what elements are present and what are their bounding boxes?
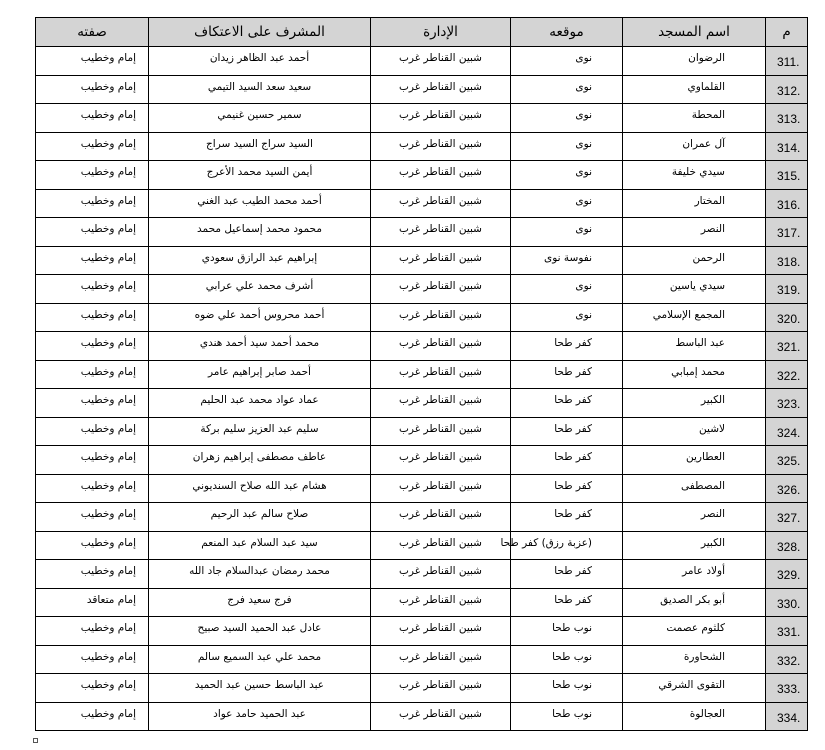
table-row	[36, 218, 808, 247]
cell-role: إمام وخطيب	[36, 645, 149, 674]
cell-role: إمام وخطيب	[36, 389, 149, 418]
cell-mosque-name: سيدي ياسين	[623, 275, 766, 304]
cell-row-number: 330.	[766, 588, 808, 617]
cell-administration: شبين القناطر غرب	[371, 303, 511, 332]
table-row	[36, 104, 808, 133]
cell-administration: شبين القناطر غرب	[371, 218, 511, 247]
header-mosque-name: اسم المسجد	[623, 18, 766, 47]
cell-supervisor: عماد عواد محمد عبد الحليم	[149, 389, 371, 418]
header-role: صفته	[36, 18, 149, 47]
cell-supervisor: إبراهيم عبد الرازق سعودي	[149, 246, 371, 275]
cell-supervisor: هشام عبد الله صلاح السنديوني	[149, 474, 371, 503]
cell-row-number: 317.	[766, 218, 808, 247]
cell-location: نوب طحا	[511, 674, 623, 703]
cell-administration: شبين القناطر غرب	[371, 360, 511, 389]
cell-supervisor: سليم عبد العزيز سليم بركة	[149, 417, 371, 446]
cell-mosque-name: المصطفى	[623, 474, 766, 503]
cell-supervisor: عبد الباسط حسين عبد الحميد	[149, 674, 371, 703]
cell-location: نوى	[511, 275, 623, 304]
cell-supervisor: عاطف مصطفى إبراهيم زهران	[149, 446, 371, 475]
cell-location: كفر طحا	[511, 417, 623, 446]
cell-row-number: 332.	[766, 645, 808, 674]
cell-mosque-name: المجمع الإسلامي	[623, 303, 766, 332]
cell-supervisor: السيد سراج السيد سراج	[149, 132, 371, 161]
cell-location: نوى	[511, 132, 623, 161]
cell-role: إمام وخطيب	[36, 275, 149, 304]
cell-role: إمام وخطيب	[36, 104, 149, 133]
cell-location: نوب طحا	[511, 617, 623, 646]
cell-location: كفر طحا	[511, 474, 623, 503]
cell-mosque-name: الشحاورة	[623, 645, 766, 674]
cell-mosque-name: الرحمن	[623, 246, 766, 275]
cell-role: إمام وخطيب	[36, 617, 149, 646]
cell-mosque-name: لاشين	[623, 417, 766, 446]
header-location: موقعه	[511, 18, 623, 47]
cell-mosque-name: العطارين	[623, 446, 766, 475]
table-body	[36, 47, 808, 731]
cell-location: كفر طحا	[511, 588, 623, 617]
cell-supervisor: عبد الحميد حامد عواد	[149, 702, 371, 731]
cell-administration: شبين القناطر غرب	[371, 75, 511, 104]
cell-row-number: 319.	[766, 275, 808, 304]
cell-administration: شبين القناطر غرب	[371, 189, 511, 218]
cell-mosque-name: الرضوان	[623, 47, 766, 76]
cell-mosque-name: المختار	[623, 189, 766, 218]
cell-administration: شبين القناطر غرب	[371, 617, 511, 646]
cell-supervisor: صلاح سالم عبد الرحيم	[149, 503, 371, 532]
cell-administration: شبين القناطر غرب	[371, 332, 511, 361]
cell-row-number: 321.	[766, 332, 808, 361]
cell-administration: شبين القناطر غرب	[371, 132, 511, 161]
cell-location: كفر طحا	[511, 560, 623, 589]
cell-administration: شبين القناطر غرب	[371, 503, 511, 532]
table-row	[36, 531, 808, 560]
cell-supervisor: أحمد محروس أحمد علي ضوه	[149, 303, 371, 332]
table-row	[36, 645, 808, 674]
cell-supervisor: أحمد محمد الطيب عبد الغني	[149, 189, 371, 218]
cell-role: إمام وخطيب	[36, 702, 149, 731]
table-row	[36, 303, 808, 332]
cell-supervisor: سمير حسين غنيمي	[149, 104, 371, 133]
cell-row-number: 327.	[766, 503, 808, 532]
table-row	[36, 189, 808, 218]
cell-supervisor: محمود محمد إسماعيل محمد	[149, 218, 371, 247]
cell-administration: شبين القناطر غرب	[371, 104, 511, 133]
cell-row-number: 329.	[766, 560, 808, 589]
cell-supervisor: فرج سعيد فرج	[149, 588, 371, 617]
cell-administration: شبين القناطر غرب	[371, 702, 511, 731]
cell-mosque-name: أولاد عامر	[623, 560, 766, 589]
cell-supervisor: محمد علي عبد السميع سالم	[149, 645, 371, 674]
cell-role: إمام وخطيب	[36, 218, 149, 247]
cell-role: إمام وخطيب	[36, 132, 149, 161]
table-row	[36, 588, 808, 617]
cell-supervisor: أحمد عبد الظاهر زيدان	[149, 47, 371, 76]
cell-role: إمام وخطيب	[36, 75, 149, 104]
cell-supervisor: محمد أحمد سيد أحمد هندي	[149, 332, 371, 361]
cell-supervisor: سيد عبد السلام عبد المنعم	[149, 531, 371, 560]
table-row	[36, 503, 808, 532]
cell-administration: شبين القناطر غرب	[371, 389, 511, 418]
cell-row-number: 325.	[766, 446, 808, 475]
mosques-table	[35, 17, 808, 731]
cell-role: إمام وخطيب	[36, 189, 149, 218]
cell-role: إمام وخطيب	[36, 531, 149, 560]
cell-location: نوى	[511, 218, 623, 247]
cell-role: إمام وخطيب	[36, 417, 149, 446]
cell-administration: شبين القناطر غرب	[371, 531, 511, 560]
table-row	[36, 389, 808, 418]
cell-row-number: 324.	[766, 417, 808, 446]
cell-location: نفوسة نوى	[511, 246, 623, 275]
cell-location: نوى	[511, 104, 623, 133]
cell-role: إمام وخطيب	[36, 47, 149, 76]
cell-supervisor: أحمد صابر إبراهيم عامر	[149, 360, 371, 389]
cell-location: (عزبة رزق) كفر طحا	[511, 531, 623, 560]
cell-role: إمام وخطيب	[36, 360, 149, 389]
cell-role: إمام وخطيب	[36, 474, 149, 503]
cell-row-number: 318.	[766, 246, 808, 275]
cell-row-number: 315.	[766, 161, 808, 190]
cell-role: إمام وخطيب	[36, 246, 149, 275]
cell-supervisor: سعيد سعد السيد التيمي	[149, 75, 371, 104]
cell-role: إمام وخطيب	[36, 503, 149, 532]
cell-location: كفر طحا	[511, 360, 623, 389]
cell-location: كفر طحا	[511, 389, 623, 418]
cell-administration: شبين القناطر غرب	[371, 560, 511, 589]
cell-row-number: 328.	[766, 531, 808, 560]
cell-row-number: 311.	[766, 47, 808, 76]
cell-mosque-name: الكبير	[623, 531, 766, 560]
cell-row-number: 323.	[766, 389, 808, 418]
cell-row-number: 322.	[766, 360, 808, 389]
cell-mosque-name: عبد الباسط	[623, 332, 766, 361]
cell-supervisor: أشرف محمد علي عرابي	[149, 275, 371, 304]
cell-administration: شبين القناطر غرب	[371, 474, 511, 503]
cell-mosque-name: التقوى الشرقي	[623, 674, 766, 703]
header-administration: الإدارة	[371, 18, 511, 47]
cell-mosque-name: الكبير	[623, 389, 766, 418]
table-row	[36, 674, 808, 703]
cell-row-number: 320.	[766, 303, 808, 332]
cell-role: إمام وخطيب	[36, 332, 149, 361]
cell-location: كفر طحا	[511, 446, 623, 475]
table-header-row	[36, 18, 808, 47]
cell-mosque-name: كلثوم عصمت	[623, 617, 766, 646]
table-row	[36, 417, 808, 446]
cell-mosque-name: القلماوي	[623, 75, 766, 104]
table-row	[36, 360, 808, 389]
cell-mosque-name: العجالوة	[623, 702, 766, 731]
cell-location: نوى	[511, 75, 623, 104]
cell-location: نوى	[511, 47, 623, 76]
cell-mosque-name: محمد إمبابي	[623, 360, 766, 389]
cell-row-number: 333.	[766, 674, 808, 703]
cell-supervisor: أيمن السيد محمد الأعرج	[149, 161, 371, 190]
cell-location: نوب طحا	[511, 702, 623, 731]
cell-mosque-name: المحطة	[623, 104, 766, 133]
cell-location: نوى	[511, 189, 623, 218]
cell-role: إمام وخطيب	[36, 161, 149, 190]
cell-role: إمام وخطيب	[36, 446, 149, 475]
cell-administration: شبين القناطر غرب	[371, 47, 511, 76]
cell-row-number: 316.	[766, 189, 808, 218]
cell-administration: شبين القناطر غرب	[371, 275, 511, 304]
cell-role: إمام متعاقد	[36, 588, 149, 617]
cell-administration: شبين القناطر غرب	[371, 246, 511, 275]
table-row	[36, 332, 808, 361]
cell-location: نوى	[511, 161, 623, 190]
cell-administration: شبين القناطر غرب	[371, 417, 511, 446]
table-row	[36, 246, 808, 275]
table-row	[36, 617, 808, 646]
cell-row-number: 334.	[766, 702, 808, 731]
cell-administration: شبين القناطر غرب	[371, 645, 511, 674]
cell-supervisor: محمد رمضان عبدالسلام جاد الله	[149, 560, 371, 589]
table-row	[36, 47, 808, 76]
cell-mosque-name: آل عمران	[623, 132, 766, 161]
cell-administration: شبين القناطر غرب	[371, 446, 511, 475]
cell-role: إمام وخطيب	[36, 303, 149, 332]
table-row	[36, 560, 808, 589]
table-row	[36, 275, 808, 304]
cell-supervisor: عادل عبد الحميد السيد صبيح	[149, 617, 371, 646]
cell-role: إمام وخطيب	[36, 674, 149, 703]
cell-row-number: 314.	[766, 132, 808, 161]
table-row	[36, 132, 808, 161]
cell-mosque-name: النصر	[623, 218, 766, 247]
cell-row-number: 331.	[766, 617, 808, 646]
paragraph-end-marker	[33, 738, 38, 743]
cell-location: كفر طحا	[511, 503, 623, 532]
cell-row-number: 313.	[766, 104, 808, 133]
cell-administration: شبين القناطر غرب	[371, 588, 511, 617]
header-num: م	[766, 18, 808, 47]
cell-mosque-name: أبو بكر الصديق	[623, 588, 766, 617]
cell-role: إمام وخطيب	[36, 560, 149, 589]
cell-location: كفر طحا	[511, 332, 623, 361]
cell-location: نوى	[511, 303, 623, 332]
cell-mosque-name: النصر	[623, 503, 766, 532]
cell-administration: شبين القناطر غرب	[371, 161, 511, 190]
cell-mosque-name: سيدي خليفة	[623, 161, 766, 190]
table-row	[36, 702, 808, 731]
cell-row-number: 326.	[766, 474, 808, 503]
table-row	[36, 75, 808, 104]
cell-location: نوب طحا	[511, 645, 623, 674]
header-supervisor: المشرف على الاعتكاف	[149, 18, 371, 47]
table-row	[36, 161, 808, 190]
cell-row-number: 312.	[766, 75, 808, 104]
table-row	[36, 446, 808, 475]
table-row	[36, 474, 808, 503]
cell-administration: شبين القناطر غرب	[371, 674, 511, 703]
